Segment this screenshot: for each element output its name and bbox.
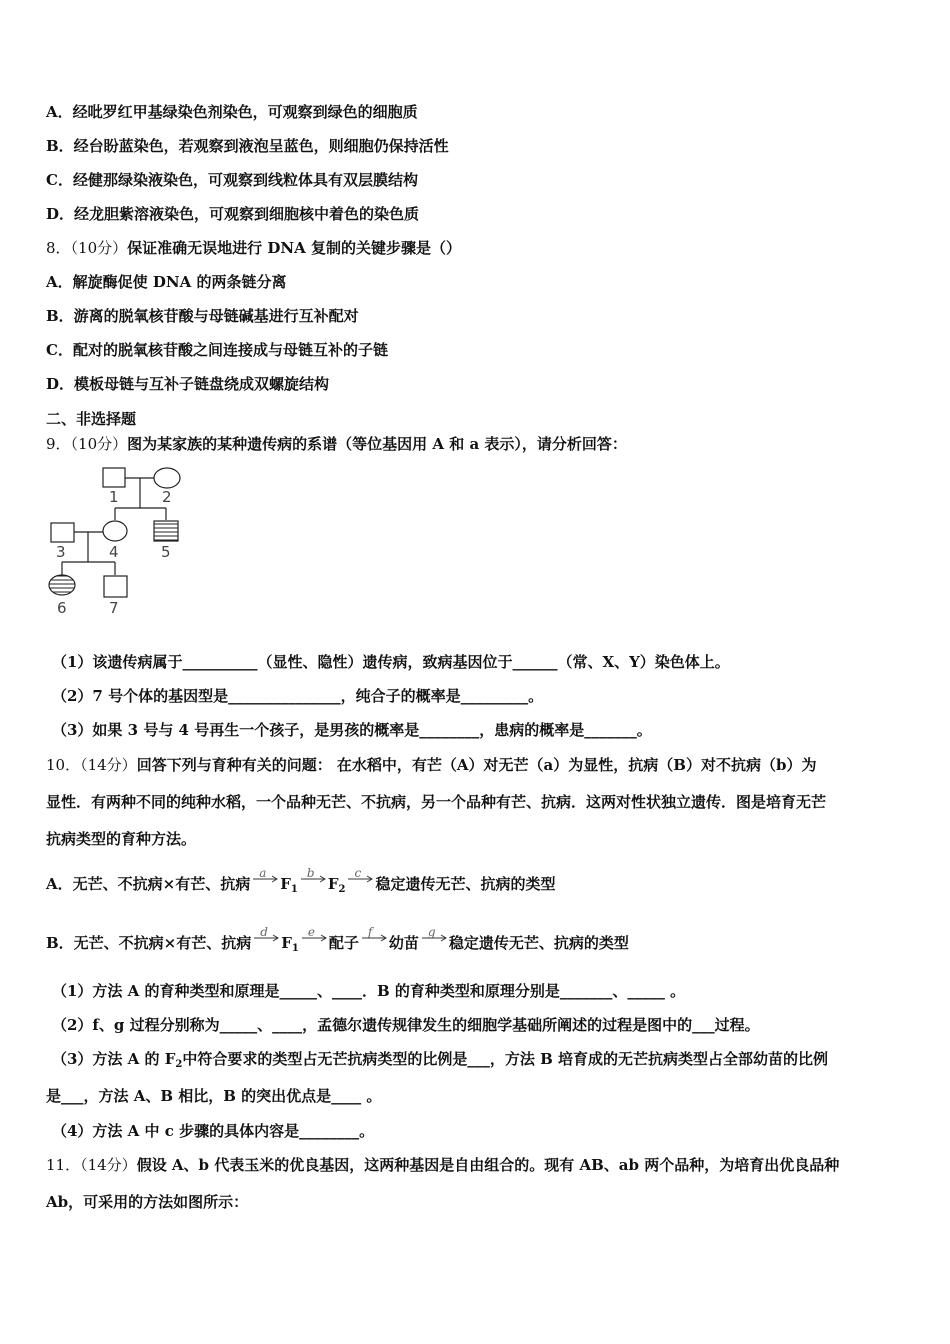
section-heading: 二、非选择题 — [46, 410, 137, 428]
q10-sub3-continued: 是___，方法 A、B 相比，B 的突出优点是____ 。 — [46, 1087, 382, 1105]
pedigree-chart — [44, 462, 204, 622]
q9-text: 图为某家族的某种遗传病的系谱（等位基因用 A 和 a 表示），请分析回答： — [127, 435, 627, 453]
pedigree-individual-2 — [154, 468, 180, 488]
method-b-cross: B．无芒、不抗病×有芒、抗病 — [46, 934, 252, 952]
q7-option-a: A．经吡罗红甲基绿染色剂染色，可观察到绿色的细胞质 — [46, 103, 418, 121]
arrow-label-c: c — [354, 866, 362, 880]
q10-stem-line1 — [46, 755, 816, 775]
arrow-icon — [252, 925, 280, 953]
arrow-icon — [251, 866, 279, 894]
method-a-f2 — [328, 875, 346, 893]
f1-letter: F — [281, 934, 292, 952]
q8-option-b: B．游离的脱氧核苷酸与母链碱基进行互补配对 — [46, 307, 359, 325]
arrow-icon — [420, 925, 448, 953]
arrow-label-b: b — [306, 866, 315, 880]
pedigree-label-6: 6 — [57, 599, 67, 617]
q7-option-b: B．经台盼蓝染色，若观察到液泡呈蓝色，则细胞仍保持活性 — [46, 137, 449, 155]
q10-number: 10． — [46, 756, 81, 774]
q8-text: 保证准确无误地进行 DNA 复制的关键步骤是（） — [127, 239, 461, 257]
method-b-result: 稳定遗传无芒、抗病的类型 — [448, 934, 629, 952]
arrow-icon — [346, 866, 374, 894]
pedigree-individual-7 — [104, 576, 127, 597]
q8-option-d: D．模板母链与互补子链盘绕成双螺旋结构 — [46, 375, 330, 393]
f2-letter: F — [327, 875, 339, 893]
pedigree-individual-4 — [103, 521, 127, 541]
arrow-label-g: g — [427, 925, 436, 939]
q7-option-c: C．经健那绿染液染色，可观察到线粒体具有双层膜结构 — [46, 171, 418, 189]
f1-subscript: 1 — [291, 943, 299, 954]
q9-sub2: （2）7 号个体的基因型是_______________，纯合子的概率是_________。 — [52, 687, 544, 705]
pedigree-label-5: 5 — [161, 543, 171, 561]
pedigree-label-7: 7 — [109, 599, 119, 617]
q10-score: （14分） — [80, 756, 137, 774]
method-b-f1 — [281, 934, 299, 952]
arrow-icon — [360, 925, 388, 953]
pedigree-individual-5-affected — [154, 521, 178, 541]
q10-stem-line2: 显性．有两种不同的纯种水稻，一个品种无芒、不抗病，另一个品种有芒、抗病．这两对性状独立遗传．图是培育无芒 — [46, 793, 827, 811]
pedigree-individual-3 — [51, 523, 74, 542]
q8-stem — [46, 238, 461, 258]
pedigree-label-3: 3 — [56, 543, 66, 561]
q10-method-b — [46, 925, 629, 959]
method-a-f1 — [280, 875, 298, 893]
q8-option-a: A．解旋酶促使 DNA 的两条链分离 — [46, 273, 287, 291]
q11-stem-line1 — [46, 1155, 839, 1175]
f1-subscript: 1 — [290, 884, 298, 895]
q9-sub1: （1）该遗传病属于__________（显性、隐性）遗传病，致病基因位于______（常、X、Y）染色体上。 — [52, 653, 730, 671]
q9-score: （10分） — [70, 435, 128, 453]
f1-letter: F — [280, 875, 291, 893]
arrow-label-d: d — [260, 925, 268, 939]
arrow-label-e: e — [307, 925, 315, 939]
q10-method-a — [46, 866, 556, 900]
q7-option-d: D．经龙胆紫溶液染色，可观察到细胞核中着色的染色质 — [46, 205, 420, 223]
q8-option-c: C．配对的脱氧核苷酸之间连接成与母链互补的子链 — [46, 341, 388, 359]
q8-score: （10分） — [70, 239, 128, 257]
q10-sub2: （2）f、g 过程分别称为_____、____，孟德尔遗传规律发生的细胞学基础所阐述的过程是图中的___过程。 — [52, 1016, 760, 1034]
q10-sub3 — [52, 1049, 828, 1075]
f2-subscript: 2 — [175, 1059, 183, 1070]
f2-subscript: 2 — [338, 884, 346, 895]
q9-number: 9． — [46, 435, 71, 453]
q9-sub3: （3）如果 3 号与 4 号再生一个孩子，是男孩的概率是________，患病的概率是_______。 — [52, 721, 652, 739]
method-a-cross: A．无芒、不抗病×有芒、抗病 — [46, 875, 251, 893]
arrow-label-f: f — [367, 925, 373, 939]
q11-text: 假设 A、b 代表玉米的优良基因，这两种基因是自由组合的。现有 AB、ab 两个品种，为培育出优良品种 — [136, 1156, 840, 1174]
pedigree-label-2: 2 — [162, 488, 172, 506]
q11-number: 11． — [46, 1156, 81, 1174]
q10-sub4: （4）方法 A 中 c 步骤的具体内容是________。 — [52, 1122, 375, 1140]
q8-number: 8． — [46, 239, 71, 257]
arrow-label-a: a — [259, 866, 267, 880]
method-a-result: 稳定遗传无芒、抗病的类型 — [375, 875, 556, 893]
method-b-seedling: 幼苗 — [388, 934, 419, 952]
q10-sub1: （1）方法 A 的育种类型和原理是_____、____．B 的育种类型和原理分别是_______、_____ 。 — [52, 982, 686, 1000]
q9-stem — [46, 434, 627, 454]
method-b-gamete: 配子 — [328, 934, 359, 952]
q10-sub3-part2: 中符合要求的类型占无芒抗病类型的比例是___，方法 B 培育成的无芒抗病类型占全部幼苗的比例 — [182, 1050, 829, 1068]
q11-stem-line2: Ab，可采用的方法如图所示： — [46, 1193, 249, 1211]
q10-sub3-part1: （3）方法 A 的 F — [52, 1050, 176, 1068]
q11-score: （14分） — [80, 1156, 137, 1174]
pedigree-label-4: 4 — [109, 543, 119, 561]
pedigree-individual-1 — [103, 468, 125, 487]
pedigree-label-1: 1 — [109, 488, 119, 506]
arrow-icon — [300, 925, 328, 953]
arrow-icon — [299, 866, 327, 894]
pedigree-individual-6-affected — [49, 575, 75, 595]
q10-text: 回答下列与育种有关的问题： 在水稻中，有芒（A）对无芒（a）为显性，抗病（B）对不抗病（b）为 — [136, 756, 817, 774]
q10-stem-line3: 抗病类型的育种方法。 — [46, 830, 197, 848]
